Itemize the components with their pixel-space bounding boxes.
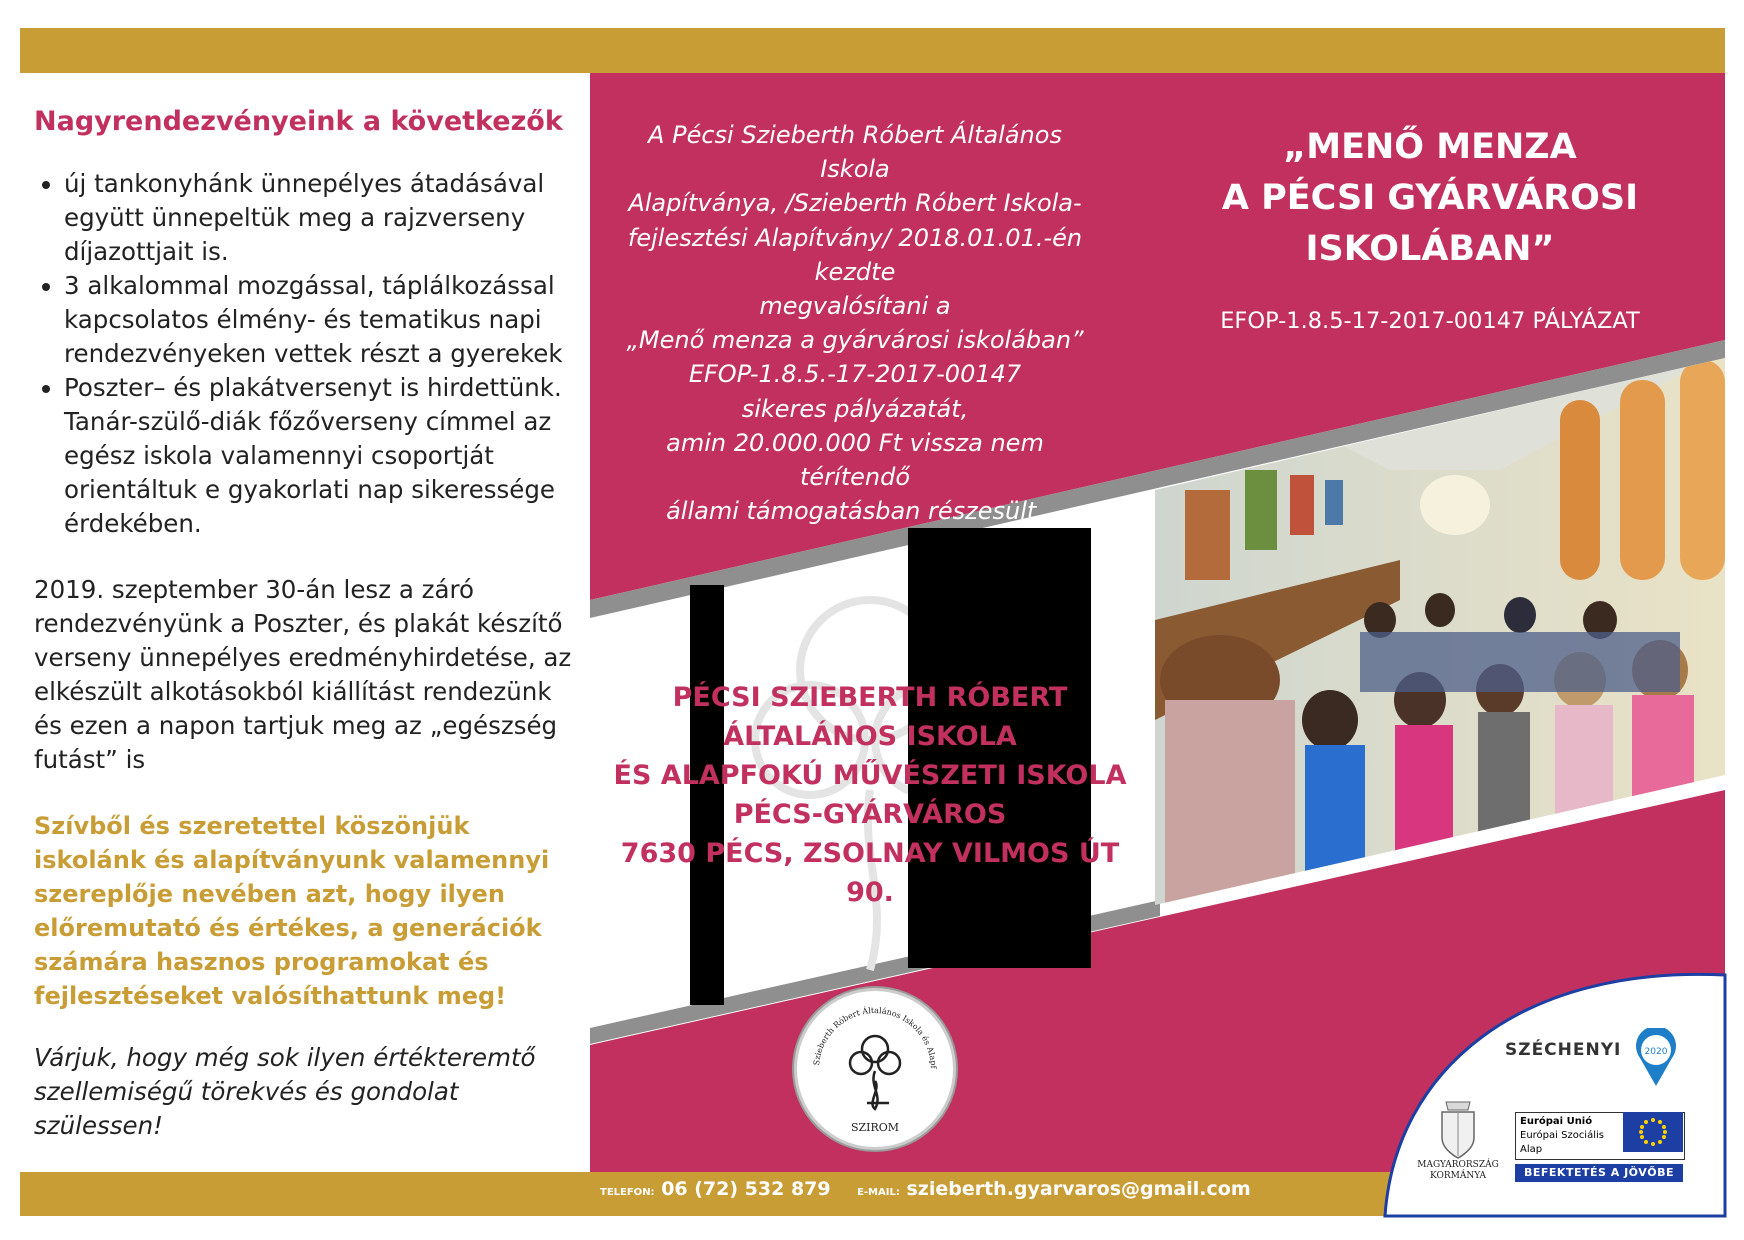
title-line: „MENŐ MENZA	[1283, 127, 1577, 167]
list-item: • 3 alkalommal mozgással, táplálkozással kapcsolatos élmény- és tematikus napi rendezvényeken vettek részt a gyerekek	[64, 269, 574, 371]
phone-label: TELEFON:	[600, 1187, 655, 1198]
list-item: • Poszter– és plakátversenyt is hirdettünk. Tanár-szülő-diák főzőverseny címmel az egész iskola valamennyi csoportját orientáltuk e gyakorlati nap sikeressége érdekében.	[64, 371, 574, 541]
eu-line: Alap	[1520, 1144, 1543, 1155]
brochure-title	[1180, 122, 1680, 275]
project-code: EFOP-1.8.5-17-2017-00147 PÁLYÁZAT	[1220, 308, 1640, 334]
gov-line: MAGYARORSZÁG	[1417, 1160, 1499, 1170]
school-logo	[794, 988, 956, 1150]
phone-number: 06 (72) 532 879	[661, 1178, 831, 1200]
thanks-paragraph: Szívből és szeretettel köszönjük iskolánk és alapítványunk valamennyi szereplője nevében azt, hogy ilyen előremutató és értékes, a generációk számára hasznos programokat és fejlesztéseket valósíthattunk meg!	[34, 812, 550, 1010]
title-line: A PÉCSI GYÁRVÁROSI	[1221, 178, 1639, 218]
tree-clef-icon	[850, 1036, 900, 1109]
project-intro	[610, 118, 1100, 528]
school-line: 7630 PÉCS, ZSOLNAY VILMOS ÚT 90.	[620, 838, 1120, 908]
government-label	[1410, 1160, 1506, 1182]
intro-line: A Pécsi Szieberth Róbert Általános Iskola	[648, 121, 1062, 184]
school-address	[600, 678, 1140, 912]
intro-line: megvalósítani a	[759, 292, 951, 321]
title-line: ISKOLÁBAN”	[1305, 229, 1555, 269]
szirom-logo-graphic	[797, 991, 953, 1147]
school-line: PÉCSI SZIEBERTH RÓBERT	[672, 682, 1068, 713]
eu-fund-text	[1516, 1113, 1619, 1159]
hungarian-coat-of-arms-icon	[1436, 1098, 1480, 1160]
invest-future-banner: BEFEKTETÉS A JÖVŐBE	[1515, 1164, 1683, 1182]
szechenyi-logo-text: SZÉCHENYI	[1505, 1040, 1622, 1060]
intro-line: állami támogatásban részesült.	[666, 497, 1044, 526]
events-heading: Nagyrendezvényeink a következők	[34, 106, 563, 137]
logo-name: SZIROM	[850, 1121, 900, 1134]
szechenyi-year: 2020	[1644, 1047, 1668, 1057]
contact-line	[600, 1178, 1300, 1200]
list-item: • új tankonyhánk ünnepélyes átadásával együtt ünnepeltük meg a rajzverseny díjazottjait is.	[64, 167, 574, 269]
logo-ring-text: Szieberth Róbert Általános Iskola és Alapf	[812, 1005, 939, 1069]
intro-line: Alapítványa, /Szieberth Róbert Iskola-	[628, 189, 1082, 218]
left-column	[34, 100, 574, 1143]
szechenyi-2020-pin-icon	[1634, 1028, 1678, 1088]
email-label: E-MAIL:	[857, 1187, 900, 1198]
eu-line: Európai Unió	[1520, 1116, 1593, 1127]
email-address: szieberth.gyarvaros@gmail.com	[906, 1178, 1251, 1200]
events-list	[34, 167, 574, 541]
closing-paragraph: Várjuk, hogy még sok ilyen értékteremtő szellemiségű törekvés és gondolat szülessen!	[34, 1043, 536, 1140]
svg-text:Szieberth Róbert Általános Isk	[797, 991, 938, 1070]
intro-line: amin 20.000.000 Ft vissza nem térítendő	[666, 428, 1044, 492]
school-line: PÉCS-GYÁRVÁROS	[733, 799, 1007, 830]
eu-line: Európai Szociális	[1520, 1130, 1604, 1141]
school-line: ÉS ALAPFOKÚ MŰVÉSZETI ISKOLA	[613, 760, 1127, 791]
closing-event-paragraph: 2019. szeptember 30-án lesz a záró rendezvényünk a Poszter, és plakát készítő verseny ünnepélyes eredményhirdetése, az elkészült alkotásokból kiállítást rendezünk és ezen a napon tartjuk meg az „egészség futást” is	[34, 575, 572, 774]
gov-line: KORMÁNYA	[1430, 1171, 1486, 1181]
school-line: ÁLTALÁNOS ISKOLA	[723, 721, 1017, 752]
intro-line: fejlesztési Alapítvány/ 2018.01.01.-én kezdte	[627, 223, 1083, 286]
intro-line: „Menő menza a gyárvárosi iskolában”	[626, 326, 1084, 355]
intro-line: EFOP-1.8.5.-17-2017-00147	[688, 360, 1022, 389]
eu-flag-icon	[1623, 1112, 1683, 1152]
intro-line: sikeres pályázatát,	[741, 394, 969, 423]
